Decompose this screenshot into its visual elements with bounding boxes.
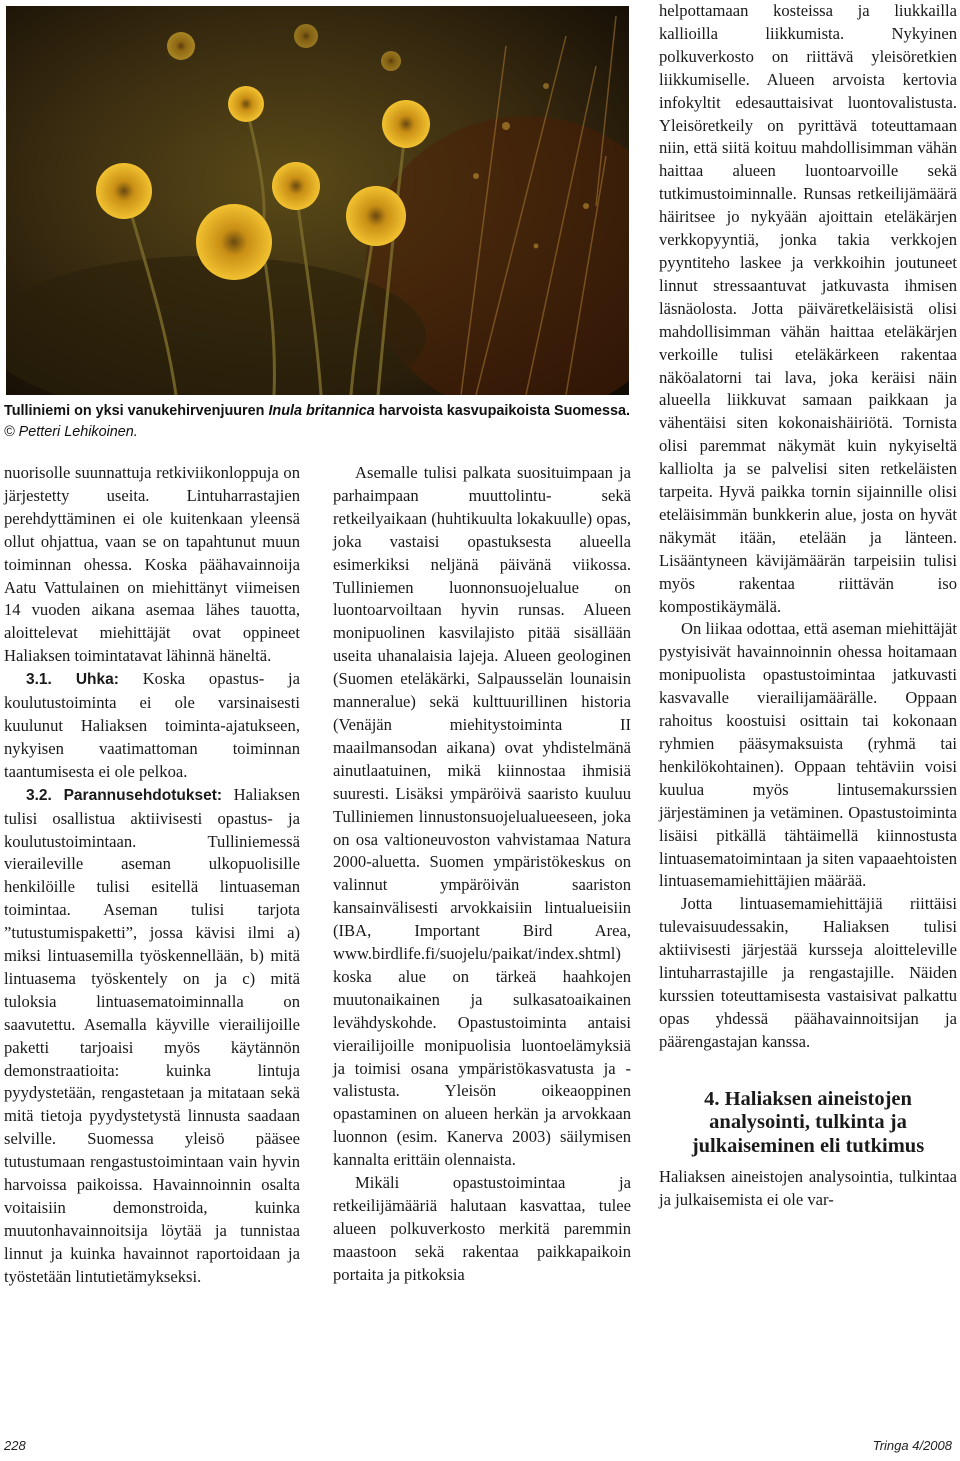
paragraph-improvements [4, 784, 300, 1289]
caption-credit: © Petteri Lehikoinen. [4, 424, 138, 440]
text-column-2 [333, 462, 631, 1287]
caption-species: Inula britannica [268, 403, 375, 419]
paragraph-threat [4, 668, 300, 784]
page-number: 228 [4, 1438, 26, 1453]
page-footer [4, 1438, 952, 1453]
flower-photo [6, 6, 629, 395]
paragraph: helpottamaan kosteissa ja liukkailla kallioilla liikkumista. Nykyinen polkuverkosto on riittävä yleisöretkien liikkumiselle. Alueen arvoista kertovia infokyltit edesauttaisivat luontovalistusta. Yleisöretkeily on pyrittävä toteuttamaan niin, että siitä koituu mahdollisimman vähän haittaa alueen luontoarvoille sekä tutkimustoiminnalle. Runsas retkeilijämäärä häiritsee jo nykyään ajoittain eteläkärjen verkkopyyntiä, jonka takia verkkojen pyyntiteho laskee ja verkkoihin joutuneet linnut stressaantuvat jatkuvasta ihmisen läsnäolosta. Jotta päiväretkeläisistä olisi mahdollisimman vähän haittaa eteläkärjen verkoille tulisi eteläkärkeen rakentaa näköalatorni tai lava, joka keräisi näin alueella liikkuvat samaan paikkaan ja vähentäisi siten kokonaishäiriötä. Tornista olisi paremmat näkymät kuin nykyiseltä kalliolta ja se palvelisi siten retkeläisten tarpeita. Hyvä paikka tornin sijainnille olisi eteläisimmän bunkkerin alue, josta on hyvät näkymät itään, etelään ja länteen. Lisääntyneen kävijämäärän tarpeisiin tulisi myös rakentaa riittävän iso kompostikäymälä. [659, 1, 957, 616]
paragraph: Asemalle tulisi palkata suosituimpaan ja parhaimpaan muuttolintu- sekä retkeilyaikaan (huhtikuulta lokakuulle) opas, joka vastaisi opastuksesta alueella esimerkiksi neljänä päivänä viikossa. Tulliniemen luonnonsuojelualue on luontoarvoiltaan hyvin runsas. Alueen monipuolinen kasvilajisto pitää sisällään useita uhanalaisia lajeja. Alueen geologinen (Suomen eteläkärki, Salpausselän lounaisin manneralue) sekä kulttuurillinen historia (Venäjän miehitystoiminta II maailmansodan aikana) ovat yhdistelmänä ainutlaatuinen, mikä kiinnostaa ihmisiä suuresti. Lisäksi ympäröivä saaristo kuuluu Tulliniemen linnustonsuojelualueeseen, joka on osa valtioneuvoston vahvistamaa Natura 2000-aluetta. Suomen ympäristökeskus on valinnut ympäröivän saariston kansainvälisesti arvokkaisiin lintualueisiin (IBA, Important Bird Area, www.birdlife.fi/suojelu/paikat/index.shtml) koska alue on tärkeä haahkojen muutonaikainen ja sulkasatoaikainen levähdyskohde. Opastustoiminta antaisi vierailijoille monipuolisia luontoelämyksiä ja toimisi osana ympäristökasvatusta ja -valistusta. Yleisön oikeaoppinen opastaminen on alueen herkän ja arvokkaan luonnon (esim. Kanerva 2003) säilymisen kannalta erittäin olennaista. [333, 463, 631, 1170]
text-column-3 [659, 0, 957, 1212]
paragraph: Jotta lintuasemamiehittäjiä riittäisi tulevaisuudessakin, Haliaksen tulisi aktiivisesti järjestää kursseja aloitteleville lintuharrastajille ja rengastajille. Näiden kurssien toteuttamisesta vastaisivat palkattu opas yhdessä päähavainnoitsijan ja päärengastajan kanssa. [659, 894, 957, 1051]
paragraph: nuorisolle suunnattuja retkiviikonloppuja on järjestetty useita. Lintuharrastajien perehdyttäminen ei ole kuitenkaan yleensä ollut ohjattua, vaan se on tapahtunut muun toiminnan ohessa. Koska päähavainnoija Aatu Vattulainen on miehittänyt viimeisen 14 vuoden aikana asemaa lähes tauotta, aloittelevat miehittäjät ovat oppineet Haliaksen toimintatavat lähinnä häneltä. [4, 463, 300, 666]
paragraph: Haliaksen aineistojen analysointia, tulkintaa ja julkaisemista ei ole var- [659, 1167, 957, 1210]
photo-caption [4, 401, 631, 443]
subheading-threat: 3.1. Uhka: [26, 671, 119, 689]
paragraph: Mikäli opastustoimintaa ja retkeilijämääriä halutaan kasvattaa, tulee alueen polkuverkosto merkitä paremmin maastoon sekä rakentaa paikkapaikoin portaita ja pitkoksia [333, 1173, 631, 1284]
caption-text-2: harvoista kasvupaikoista Suomessa. [378, 403, 630, 419]
paragraph-text: Haliaksen tulisi osallistua aktiivisesti opastus- ja koulutustoimintaan. Tulliniemessä vieraileville aseman ulkopuolisille henkilöille tulisi esitellä lintuaseman toimintaa. Aseman tulisi tarjota ”tutustumispaketti”, jossa kävisi ilmi a) miksi lintuasemilla työskennellään, b) mitä lintuasema työskentely on ja c) mitä tuloksia lintuasematoiminnalla on saavutettu. Asemalla käyville vierailijoille paketti tarjoaisi myös käytännön demonstraatioita: kuinka lintuja pyydystetään, rengastetaan ja mitataan sekä mitä tietoja pyydystetystä linnusta saadaan selville. Suomessa yleisö pääsee tutustumaan rengastustoimintaan vain hyvin harvoissa paikoissa. Havainnoinnin osalta voitaisiin demonstroida, kuinka muutonhavainnoitsija löytää ja tunnistaa linnut ja kuinka havainnot raportoidaan ja työstetään lintutietämykseksi. [4, 784, 300, 1286]
caption-text-1: Tulliniemi on yksi vanukehirvenjuuren [4, 403, 265, 419]
paragraph-text: Koska opastus- ja koulutustoiminta ei ole varsinaisesti kuulunut Haliaksen toiminta-ajatukseen, nykyisen vaatimattoman toiminnan taantumisesta ei ole pelkoa. [4, 669, 300, 781]
subheading-improvements: 3.2. Parannusehdotukset: [26, 786, 223, 804]
journal-issue: Tringa 4/2008 [872, 1438, 952, 1453]
section-heading: 4. Haliaksen aineistojen analysointi, tulkinta ja julkaiseminen eli tutkimus [691, 1087, 925, 1157]
flower-photo-graphic [6, 6, 629, 395]
text-column-1 [4, 462, 300, 1289]
paragraph: On liikaa odottaa, että aseman miehittäjät pystyisivät havainnoinnin ohessa hoitamaan monipuolista opastustoimintaa jatkuvasti kasvavalle vierailijamäärälle. Oppaan rahoitus koostuisi osittain tai kokonaan ryhmien pääsymaksuista (ryhmä tai henkilökohtainen). Oppaan tehtäviin voisi kuulua myös lintusemakurssien järjestäminen ja vetäminen. Opastustoiminta lisäisi pitkällä tähtäimellä kiinnostusta lintuasematoimintaan ja siten vapaaehtoisten lintuasemamiehittäjien määrää. [659, 619, 957, 891]
